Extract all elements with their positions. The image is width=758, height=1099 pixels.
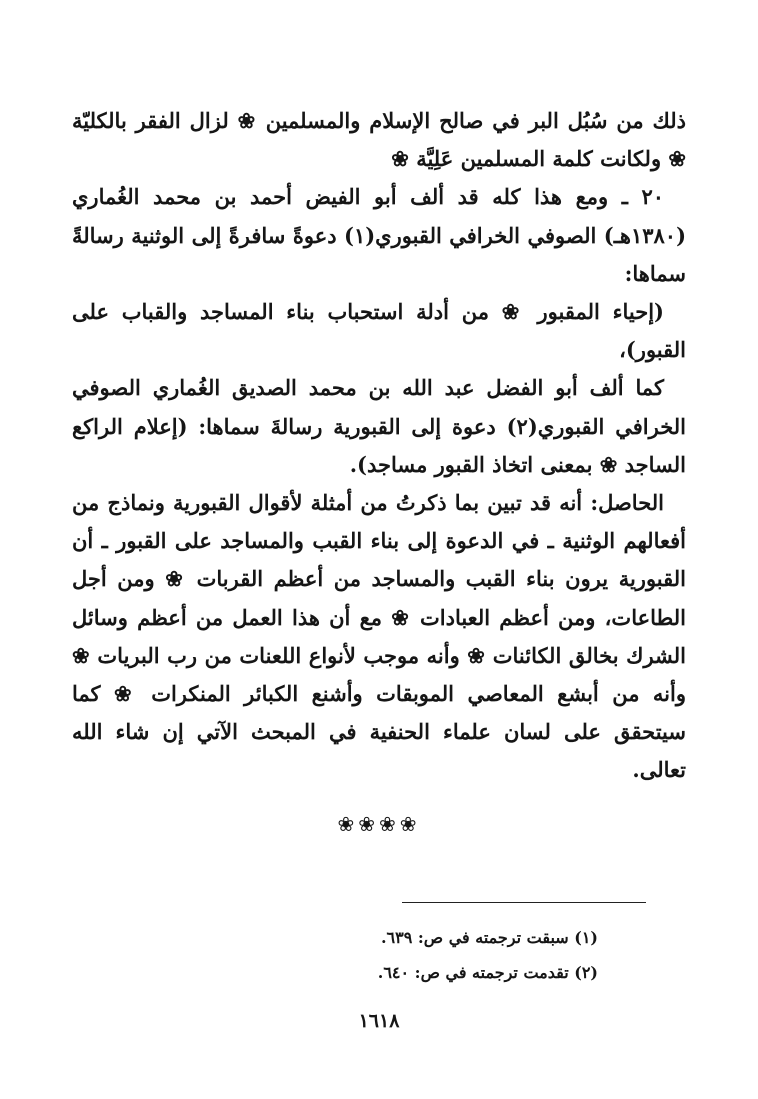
paragraph-2: ٢٠ ـ ومع هذا كله قد ألف أبو الفيض أحمد بن محمد الغُماري (١٣٨٠هـ) الصوفي الخرافي القبوري(١) دعوةً سافرةً إلى الوثنية رسالةً سماها:	[72, 184, 686, 286]
footnote-1: (١) سبقت ترجمته في ص: ٦٣٩.	[380, 928, 598, 947]
footnotes	[198, 920, 598, 990]
section-separator: ❀❀❀❀	[337, 812, 421, 836]
paragraph-4: كما ألف أبو الفضل عبد الله بن محمد الصديق الغُماري الصوفي الخرافي القبوري(٢) دعوة إلى القبورية رسالةَ سماها: (إعلام الراكع الساجد ❀ بمعنى اتخاذ القبور مساجد).	[72, 375, 686, 477]
footnote-2: (٢) تقدمت ترجمته في ص: ٦٤٠.	[377, 963, 598, 982]
paragraph-5: الحاصل: أنه قد تبين بما ذكرتُ من أمثلة لأقوال القبورية ونماذج من أفعالهم الوثنية ـ في الدعوة إلى بناء القبب والمساجد على القبور ـ أن القبورية يرون بناء القبب والمساجد من أعظم القربات ❀ ومن أجل الطاعات، ومن أعظم العبادات ❀ مع أن هذا العمل من أعظم وسائل الشرك بخالق الكائنات ❀ وأنه موجب لأنواع اللعنات من رب البريات ❀ وأنه من أبشع المعاصي الموبقات وأشنع الكبائر المنكرات ❀ كما سيتحقق على لسان علماء الحنفية في المبحث الآتي إن شاء الله تعالى.	[72, 490, 686, 783]
paragraph-3: (إحياء المقبور ❀ من أدلة استحباب بناء المساجد والقباب على القبور)،	[72, 299, 686, 363]
page-number: ١٦١٨	[358, 1010, 400, 1032]
main-text	[72, 102, 686, 790]
paragraph-1: ذلك من سُبُل البر في صالح الإسلام والمسلمين ❀ لزال الفقر بالكليّة ❀ ولكانت كلمة المسلمين عَلِيَّة ❀	[72, 108, 686, 172]
footnote-rule	[402, 902, 646, 903]
